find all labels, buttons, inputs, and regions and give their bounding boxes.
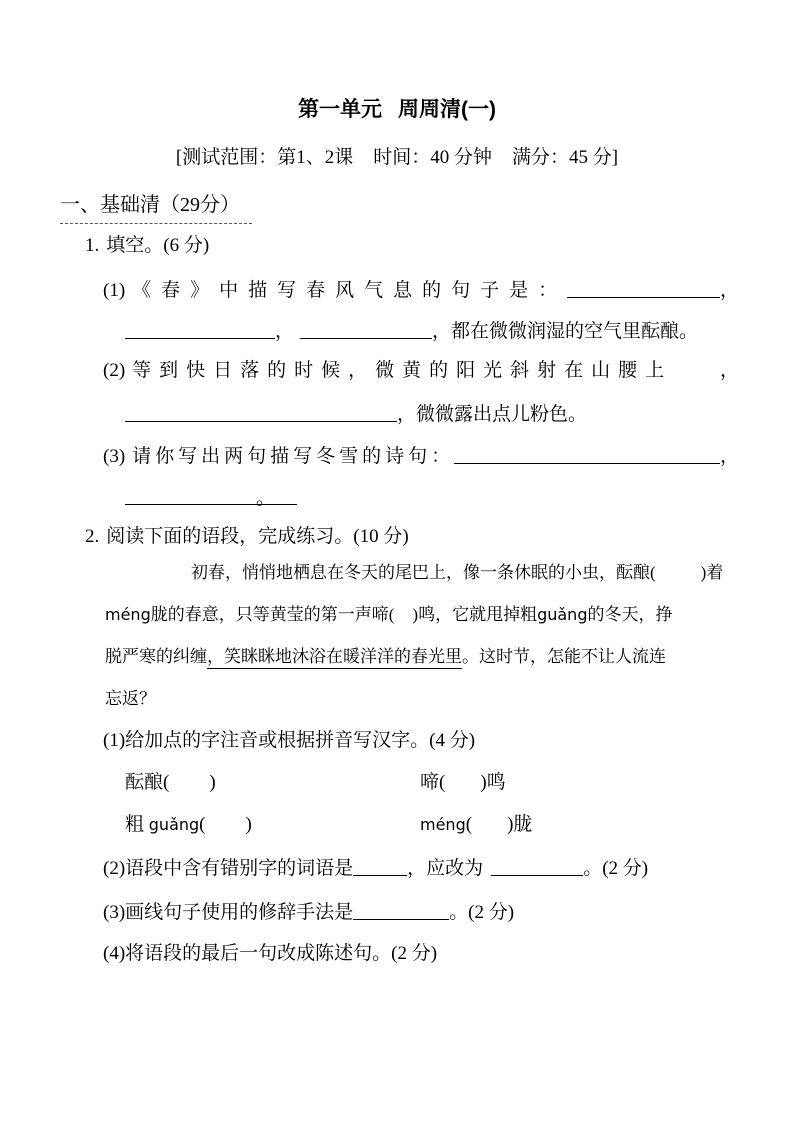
passage-line1-text: 初春，悄悄地栖息在冬天的尾巴上，像一条休眠的小虫，酝酿( (191, 563, 656, 582)
pinyin-answer-row2 (125, 812, 740, 838)
q1-sub1-tail: 都在微微润湿的空气里酝酿。 (451, 321, 699, 342)
pinyin-meng: méng (420, 815, 466, 834)
item-yunniang (125, 772, 216, 793)
item-cuguang-hanzi: 粗 (125, 814, 145, 835)
q1-sub1-prompt: 《春》中描写春风气息的句子是： (132, 280, 568, 301)
section-heading (60, 192, 252, 224)
q1-sub1-line2 (125, 317, 739, 345)
answer-blank (491, 856, 583, 876)
q2-sub3-text: 画线句子使用的修辞手法是 (125, 902, 354, 923)
q1-sub3-line2 (125, 484, 297, 509)
q1-sub2-prompt: 等到快日落的时候，微黄的阳光斜射在山腰上 (132, 360, 673, 381)
q1-sub1-comma1: ， (719, 280, 739, 301)
item-menglong-close: )胧 (507, 814, 533, 835)
q1-sub1-number: (1) (103, 280, 126, 301)
pinyin-meng: méng (105, 605, 151, 624)
exam-subtitle (0, 145, 794, 171)
question1-text: 填空。(6 分) (106, 235, 210, 256)
passage-line3-text-a: 脱严寒的纠缠 (105, 647, 207, 666)
answer-blank (567, 278, 720, 298)
q2-sub1-number: (1) (103, 730, 126, 751)
q1-sub3-prompt: 请你写出两句描写冬雪的诗句： (132, 446, 455, 467)
question2-stem (85, 524, 409, 550)
answer-blank (300, 319, 432, 339)
q1-sub2-comma: ， (719, 360, 739, 381)
q2-sub1-text: 给加点的字注音或根据拼音写汉字。(4 分) (125, 730, 476, 751)
subtitle-score: 满分：45 分] (512, 147, 619, 168)
q1-sub1-comma2: ， (275, 321, 295, 342)
answer-blank (125, 486, 297, 509)
pinyin-guang: guǎng (148, 815, 200, 834)
answer-blank (125, 402, 397, 422)
item-menglong (420, 812, 532, 838)
passage-line3 (105, 646, 745, 669)
q1-sub2-line1 (103, 358, 739, 384)
exam-title-unit: 第一单元 (298, 98, 382, 121)
subtitle-time: 时间：40 分钟 (373, 147, 492, 168)
pinyin-answer-row1 (125, 770, 740, 796)
answer-blank (454, 444, 720, 464)
item-menglong-open: ( (465, 814, 473, 835)
underlined-sentence: ，笑眯眯地沐浴在暖洋洋的春光里 (207, 647, 462, 669)
passage-line2-text-a: 胧的春意，只等黄莹的第一声啼( (150, 605, 395, 624)
q1-sub3-number: (3) (103, 446, 126, 467)
question2-number: 2. (85, 526, 100, 547)
q2-sub2-tail: 。(2 分) (583, 858, 649, 879)
item-timing-close: )鸣 (480, 772, 506, 793)
item-cuguang-close: ) (245, 814, 252, 835)
passage-line4-text: 忘返？ (105, 689, 156, 708)
q2-sub4-text: 将语段的最后一句改成陈述句。(2 分) (125, 943, 438, 964)
item-timing (420, 770, 506, 796)
exam-title-name: 周周清(一) (398, 98, 496, 121)
passage-line1-tail: )着 (700, 563, 724, 582)
question1-number: 1. (85, 235, 100, 256)
passage-line3-text-b: 。这时节，怎能不让人流连 (462, 647, 666, 666)
q1-sub2-number: (2) (103, 360, 126, 381)
q2-sub3-line (103, 898, 743, 926)
subtitle-scope: [测试范围：第1、2课 (175, 147, 354, 168)
q2-sub1-line (103, 728, 743, 754)
q2-sub4-line (103, 941, 743, 967)
q2-sub2-mid: ，应改为 (407, 858, 484, 879)
q2-sub2-line (103, 854, 743, 882)
passage-line1 (105, 562, 745, 585)
item-cuguang-open: ( (199, 814, 206, 835)
exam-title (0, 96, 794, 124)
passage-line2-text-c: 的冬天，挣 (587, 605, 673, 624)
q2-sub3-number: (3) (103, 902, 126, 923)
q1-sub1-comma3: ， (432, 321, 452, 342)
pinyin-guang: guǎng (537, 605, 588, 624)
q1-sub1-line1 (103, 276, 739, 304)
q1-sub3-period: 。 (255, 488, 275, 509)
q2-sub2-number: (2) (103, 858, 126, 879)
answer-blank (125, 319, 275, 339)
q1-sub2-line2 (125, 400, 587, 428)
q2-sub4-number: (4) (103, 943, 126, 964)
q1-sub3-line1 (103, 442, 739, 470)
item-yunniang-open: 酝酿( (125, 772, 170, 793)
question1-stem (85, 233, 209, 259)
passage-line2 (105, 604, 745, 627)
q2-sub3-tail: 。(2 分) (449, 902, 515, 923)
passage-line2-text-b: )鸣，它就甩掉粗 (412, 605, 538, 624)
question2-text: 阅读下面的语段，完成练习。(10 分) (106, 526, 409, 547)
answer-blank (353, 900, 449, 920)
q1-sub2-tail: ，微微露出点儿粉色。 (397, 404, 588, 425)
item-timing-open: 啼( (420, 772, 446, 793)
item-cuguang (125, 814, 252, 835)
item-yunniang-close: ) (209, 772, 216, 793)
answer-blank (353, 856, 407, 876)
section-heading-text: 一、基础清（29分） (60, 192, 252, 224)
q1-sub3-comma: ， (719, 446, 739, 467)
passage-line4 (105, 688, 745, 711)
q2-sub2-text: 语段中含有错别字的词语是 (125, 858, 354, 879)
